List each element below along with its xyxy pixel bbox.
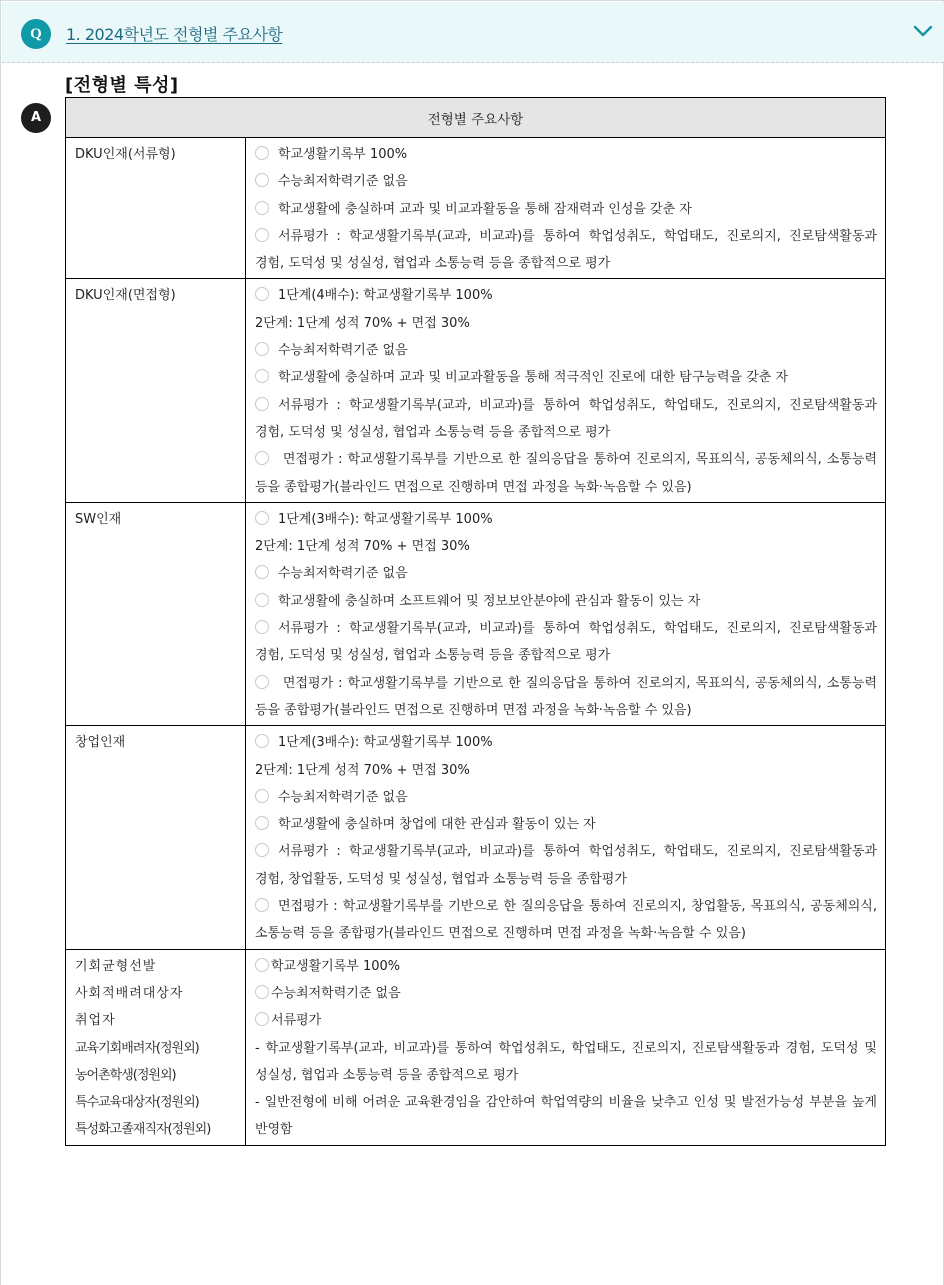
detail-line	[255, 784, 877, 811]
admission-type-name: SW인재	[75, 511, 122, 527]
detail-line	[255, 310, 877, 337]
radio-bullet-icon	[255, 511, 269, 525]
detail-text: 1단계(3배수): 학교생활기록부 100%	[277, 511, 493, 527]
table-row	[66, 502, 886, 725]
detail-text: 수능최저학력기준 없음	[277, 789, 408, 805]
admission-type-name: 특수교육대상자(정원외)	[75, 1095, 199, 1111]
radio-bullet-icon	[255, 146, 269, 160]
detail-line	[255, 1007, 877, 1034]
radio-bullet-icon	[255, 843, 269, 857]
detail-text: 학교생활에 충실하며 교과 및 비교과활동을 통해 잠재력과 인성을 갖춘 자	[277, 201, 692, 217]
question-title-link[interactable]: 1. 2024학년도 전형별 주요사항	[66, 25, 283, 44]
table-row	[66, 726, 886, 949]
detail-text: 서류평가 : 학교생활기록부(교과, 비교과)를 통하여 학업성취도, 학업태도, 진로의지, 진로탐색활동과 경험, 도덕성 및 성실성, 협업과 소통능력 등을 종합적으로 평가	[254, 397, 877, 440]
detail-text: 수능최저학력기준 없음	[270, 985, 401, 1001]
admission-type-name: DKU인재(서류형)	[75, 147, 176, 162]
radio-bullet-icon	[255, 173, 269, 187]
radio-bullet-icon	[255, 342, 269, 356]
radio-bullet-icon	[255, 369, 269, 383]
admission-type-name: 기회균형선발	[75, 958, 157, 974]
radio-bullet-icon	[255, 565, 269, 579]
admission-type-details	[245, 726, 885, 949]
detail-text: 서류평가 : 학교생활기록부(교과, 비교과)를 통하여 학업성취도, 학업태도, 진로의지, 진로탐색활동과 경험, 도덕성 및 성실성, 협업과 소통능력 등을 종합적으로 평가	[254, 228, 877, 272]
detail-line	[255, 729, 877, 756]
detail-text: 수능최저학력기준 없음	[277, 174, 408, 190]
detail-line	[255, 533, 877, 560]
radio-bullet-icon	[255, 958, 269, 972]
admission-type-label	[66, 279, 246, 502]
radio-bullet-icon	[255, 287, 269, 301]
detail-line	[255, 980, 877, 1007]
admission-type-label	[66, 138, 246, 279]
radio-bullet-icon	[255, 1012, 269, 1026]
detail-line	[255, 282, 877, 309]
detail-text: 학교생활기록부 100%	[270, 958, 401, 974]
table-body	[66, 138, 886, 1146]
admission-type-name: 농어촌학생(정원외)	[75, 1067, 176, 1083]
admission-type-details	[245, 138, 885, 279]
detail-line	[255, 1089, 877, 1144]
detail-line	[255, 506, 877, 533]
radio-bullet-icon	[255, 816, 269, 830]
radio-bullet-icon	[255, 898, 269, 912]
section-title: [전형별 특성]	[65, 75, 179, 96]
table-row	[66, 949, 886, 1145]
detail-line	[255, 588, 877, 615]
radio-bullet-icon	[255, 675, 269, 689]
detail-text: 2단계: 1단계 성적 70% + 면접 30%	[254, 762, 470, 778]
detail-text: 1단계(4배수): 학교생활기록부 100%	[277, 288, 493, 304]
detail-line	[255, 838, 877, 893]
detail-line	[255, 953, 877, 980]
detail-line	[255, 670, 877, 725]
detail-text: 2단계: 1단계 성적 70% + 면접 30%	[254, 315, 470, 331]
detail-text: 면접평가 : 학교생활기록부를 기반으로 한 질의응답을 통하여 진로의지, 창업활동, 목표의식, 공동체의식, 소통능력 등을 종합평가(블라인드 면접으로 진행하며 면접 과정을 녹화·녹음할 수 있음)	[254, 899, 877, 942]
detail-line	[255, 811, 877, 838]
radio-bullet-icon	[255, 228, 269, 242]
admission-type-name: 사회적배려대상자	[75, 985, 184, 1001]
detail-line	[255, 337, 877, 364]
admission-type-details	[245, 279, 885, 502]
detail-text: 1단계(3배수): 학교생활기록부 100%	[277, 735, 493, 751]
detail-line	[255, 1035, 877, 1090]
detail-line	[255, 196, 877, 223]
radio-bullet-icon	[255, 985, 269, 999]
radio-bullet-icon	[255, 201, 269, 215]
radio-bullet-icon	[255, 734, 269, 748]
admission-type-name: 특성화고졸재직자(정원외)	[75, 1122, 211, 1138]
chevron-down-icon[interactable]	[913, 24, 933, 38]
admission-type-label	[66, 726, 246, 949]
detail-line	[255, 364, 877, 391]
radio-bullet-icon	[255, 593, 269, 607]
admission-types-table	[65, 97, 886, 1146]
detail-text: 면접평가 : 학교생활기록부를 기반으로 한 질의응답을 통하여 진로의지, 목표의식, 공동체의식, 소통능력 등을 종합평가(블라인드 면접으로 진행하며 면접 과정을 녹화·녹음할 수 있음)	[254, 675, 877, 718]
detail-text: 학교생활에 충실하며 창업에 대한 관심과 활동이 있는 자	[277, 817, 596, 833]
radio-bullet-icon	[255, 789, 269, 803]
radio-bullet-icon	[255, 451, 269, 465]
admission-type-label	[66, 502, 246, 725]
detail-text: 학교생활에 충실하며 소프트웨어 및 정보보안분야에 관심과 활동이 있는 자	[277, 593, 701, 609]
detail-line	[255, 615, 877, 670]
detail-line	[255, 757, 877, 784]
admission-type-name: 창업인재	[75, 735, 126, 751]
question-badge: Q	[21, 19, 51, 49]
detail-line	[255, 392, 877, 447]
detail-text: 서류평가	[270, 1013, 322, 1029]
detail-line	[255, 223, 877, 278]
detail-text: 서류평가 : 학교생활기록부(교과, 비교과)를 통하여 학업성취도, 학업태도, 진로의지, 진로탐색활동과 경험, 도덕성 및 성실성, 협업과 소통능력 등을 종합적으로 평가	[254, 621, 877, 664]
radio-bullet-icon	[255, 620, 269, 634]
detail-text: 학교생활에 충실하며 교과 및 비교과활동을 통해 적극적인 진로에 대한 탐구능력을 갖춘 자	[277, 370, 789, 386]
detail-text: 수능최저학력기준 없음	[277, 566, 408, 582]
table-row	[66, 279, 886, 502]
detail-line	[255, 893, 877, 948]
admission-type-details	[245, 502, 885, 725]
table-row	[66, 138, 886, 279]
answer-badge: A	[21, 103, 51, 133]
radio-bullet-icon	[255, 397, 269, 411]
detail-text: 서류평가 : 학교생활기록부(교과, 비교과)를 통하여 학업성취도, 학업태도, 진로의지, 진로탐색활동과 경험, 창업활동, 도덕성 및 성실성, 협업과 소통능력 등을 종합평가	[254, 844, 877, 887]
detail-text: - 일반전형에 비해 어려운 교육환경임을 감안하여 학업역량의 비율을 낮추고 인성 및 발전가능성 부분을 높게 반영함	[254, 1095, 877, 1138]
detail-line	[255, 141, 877, 168]
detail-text: 학교생활기록부 100%	[277, 147, 408, 162]
detail-line	[255, 168, 877, 195]
admission-type-details	[245, 949, 885, 1145]
detail-text: 2단계: 1단계 성적 70% + 면접 30%	[254, 539, 470, 555]
admission-type-name: 교육기회배려자(정원외)	[75, 1040, 199, 1056]
detail-text: 수능최저학력기준 없음	[277, 343, 408, 359]
faq-question-header[interactable]	[2, 2, 944, 63]
admission-type-label	[66, 949, 246, 1145]
detail-line	[255, 446, 877, 501]
admission-type-name: DKU인재(면접형)	[75, 288, 176, 304]
detail-line	[255, 560, 877, 587]
detail-text: 면접평가 : 학교생활기록부를 기반으로 한 질의응답을 통하여 진로의지, 목표의식, 공동체의식, 소통능력 등을 종합평가(블라인드 면접으로 진행하며 면접 과정을 녹화·녹음할 수 있음)	[254, 452, 877, 495]
admission-type-name: 취업자	[75, 1013, 116, 1029]
detail-text: - 학교생활기록부(교과, 비교과)를 통하여 학업성취도, 학업태도, 진로의지, 진로탐색활동과 경험, 도덕성 및 성실성, 협업과 소통능력 등을 종합적으로 평가	[254, 1040, 877, 1083]
table-header: 전형별 주요사항	[66, 98, 886, 138]
